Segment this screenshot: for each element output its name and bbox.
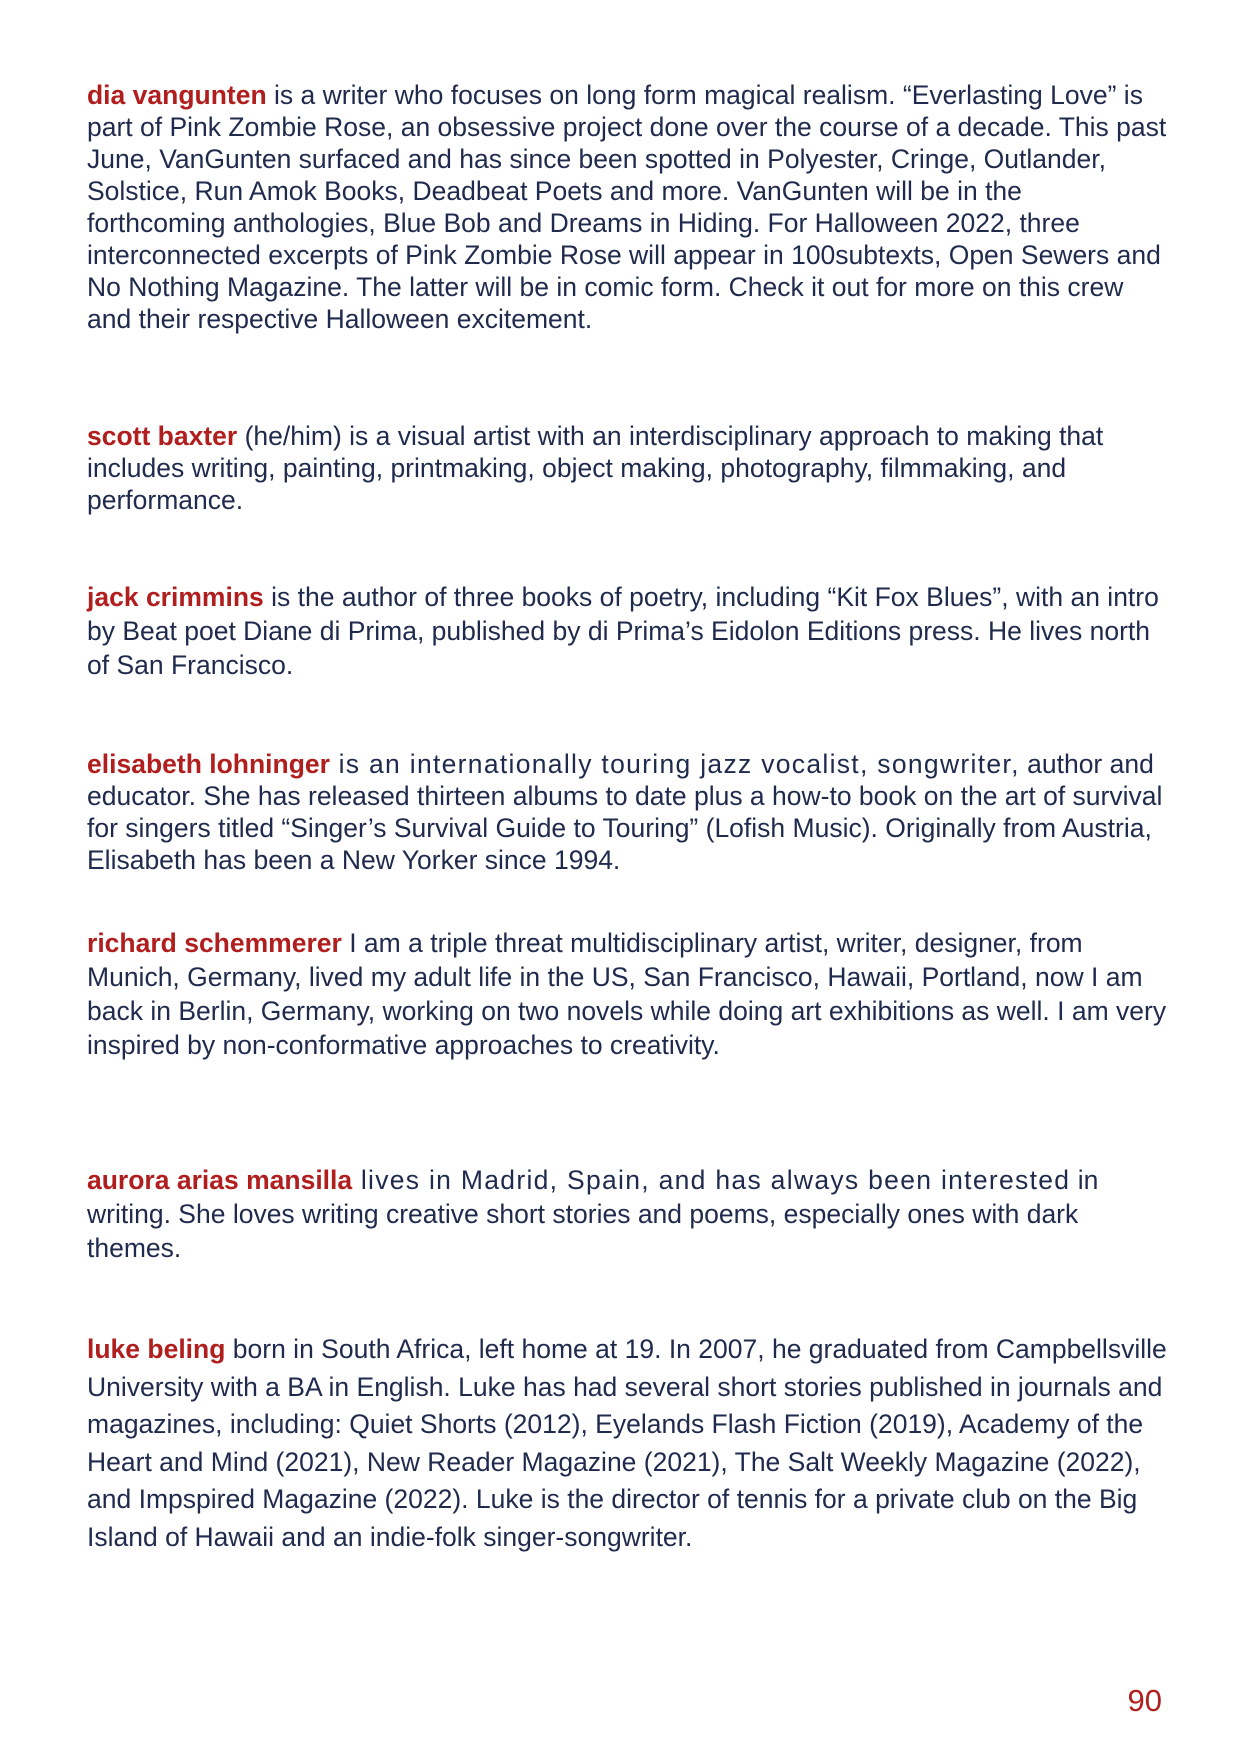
bio-aurora-arias-mansilla — [87, 1163, 1167, 1265]
bio-text: author and educator. She has released thirteen albums to date plus a how-to book on the art of survival for singers titled “Singer’s Survival Guide to Touring” (Lofish Music). Originally from Austria, Elisabeth has been a New Yorker since 1994. — [87, 749, 1163, 875]
bio-text-spaced: is an internationally touring jazz vocalist, songwriter, — [329, 749, 1020, 779]
bio-text: (he/him) is a visual artist with an interdisciplinary approach to making that includes writing, painting, printmaking, object making, photography, filmmaking, and performance. — [87, 421, 1104, 515]
bio-richard-schemmerer — [87, 926, 1167, 1062]
bio-text: is the author of three books of poetry, including “Kit Fox Blues”, with an intro by Beat poet Diane di Prima, published by di Prima’s Eidolon Editions press. He lives north of San Francisco. — [87, 582, 1159, 680]
bio-jack-crimmins — [87, 580, 1167, 682]
contributor-name: aurora arias mansilla — [87, 1165, 353, 1195]
bio-scott-baxter — [87, 420, 1167, 516]
page-number: 90 — [1127, 1683, 1162, 1718]
contributor-name: luke beling — [87, 1334, 226, 1364]
bio-dia-vangunten — [87, 79, 1167, 335]
bio-elisabeth-lohninger — [87, 748, 1167, 876]
bio-text-spaced: lives in Madrid, Spain, and has always been interested — [352, 1165, 1071, 1195]
bio-text: I am a triple threat multidisciplinary artist, writer, designer, from Munich, Germany, lived my adult life in the US, San Francisco, Hawaii, Portland, now I am back in Berlin, Germany, working on two novels while doing art exhibitions as well. I am very inspired by non-conformative approaches to creativity. — [87, 928, 1167, 1060]
contributor-name: elisabeth lohninger — [87, 749, 330, 779]
contributor-name: jack crimmins — [87, 582, 264, 612]
bio-text: is a writer who focuses on long form magical realism. “Everlasting Love” is part of Pink Zombie Rose, an obsessive project done over the course of a decade. This past June, VanGunten surfaced and has since been spotted in Polyester, Cringe, Outlander, Solstice, Run Amok Books, Deadbeat Poets and more. VanGunten will be in the forthcoming anthologies, Blue Bob and Dreams in Hiding. For Halloween 2022, three interconnected excerpts of Pink Zombie Rose will appear in 100subtexts, Open Sewers and No Nothing Magazine. The latter will be in comic form. Check it out for more on this crew and their respective Halloween excitement. — [87, 80, 1167, 334]
bio-text: in writing. She loves writing creative short stories and poems, especially ones with dark themes. — [87, 1165, 1099, 1263]
bio-text: born in South Africa, left home at 19. In 2007, he graduated from Campbellsville University with a BA in English. Luke has had several short stories published in journals and magazines, including: Quiet Shorts (2012), Eyelands Flash Fiction (2019), Academy of the Heart and Mind (2021), New Reader Magazine (2021), The Salt Weekly Magazine (2022), and Impspired Magazine (2022). Luke is the director of tennis for a private club on the Big Island of Hawaii and an indie-folk singer-songwriter. — [87, 1334, 1167, 1552]
contributor-name: richard schemmerer — [87, 928, 342, 958]
contributor-name: dia vangunten — [87, 80, 267, 110]
bio-luke-beling — [87, 1331, 1167, 1556]
contributor-name: scott baxter — [87, 421, 238, 451]
